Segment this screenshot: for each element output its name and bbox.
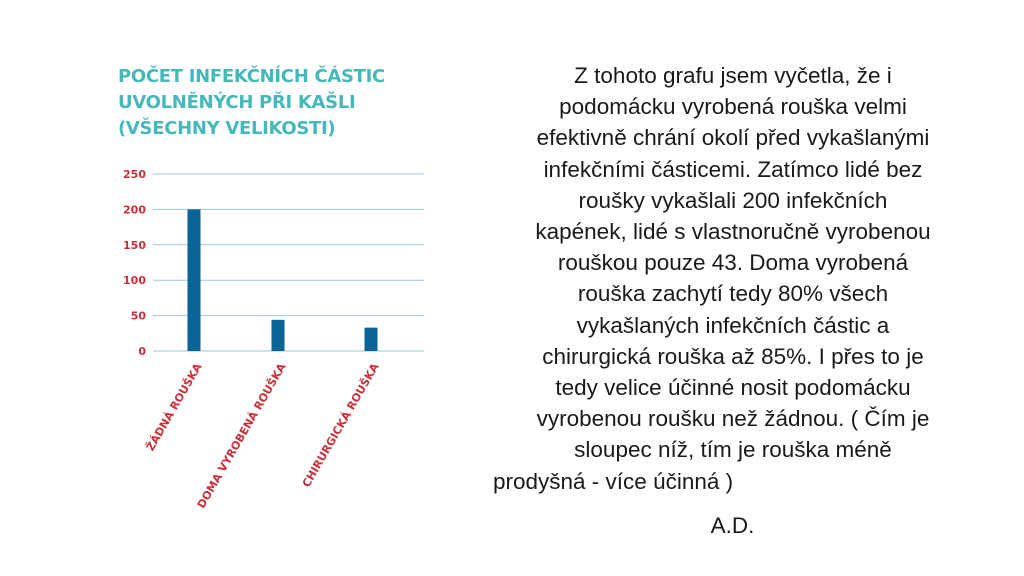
y-tick-label: 150 [123,238,146,252]
y-tick-label: 200 [123,203,146,217]
description-line: prodyšná - více účinná ) [493,468,734,494]
x-category-label: CHIRURGICKÁ ROUŠKA [299,361,382,490]
description-line: sloupec níž, tím je rouška méně [574,437,892,463]
description-line: efektivně chrání okolí před vykašlanými [536,125,930,151]
y-tick-label: 250 [123,168,146,181]
chart-title-line: UVOLNĚNÝCH PŘI KAŠLI [118,92,356,113]
description-line: vyrobenou roušku než žádnou. ( Čím je [536,406,930,432]
chart-title-line: (VŠECHNY VELIKOSTI) [118,118,336,139]
description-line: rouška zachytí tedy 80% všech [577,281,889,307]
x-category-label: ŽÁDNÁ ROUŠKA [143,361,205,454]
author-signature: A.D. [710,513,755,538]
description-line: roušky vykašlali 200 infekčních [578,187,888,213]
y-tick-label: 0 [138,345,146,358]
description-line: podomácku vyrobená rouška velmi [559,94,907,120]
description-line: rouškou pouze 43. Doma vyrobená [557,250,909,276]
bar-chart [0,0,480,576]
description-text [493,60,973,497]
y-tick-label: 100 [123,274,146,288]
description-line: chirurgická rouška až 85%. I přes to je [542,343,924,369]
chart-title-line: POČET INFEKČNÍCH ČÁSTIC [118,66,385,87]
bar [188,209,201,351]
description-line: kapének, lidé s vlastnoručně vyrobenou [535,219,931,245]
bar [272,320,285,351]
description-line: vykašlaných infekčních částic a [576,312,890,338]
bar [365,328,378,351]
description-line: Z tohoto grafu jsem vyčetla, že i [574,63,892,88]
y-tick-label: 50 [130,309,146,323]
description-line: tedy velice účinné nosit podomácku [555,375,911,401]
x-category-label: DOMA VYROBENÁ ROUŠKA [194,361,289,511]
description-line: infekčními částicemi. Zatímco lidé bez [543,156,923,182]
